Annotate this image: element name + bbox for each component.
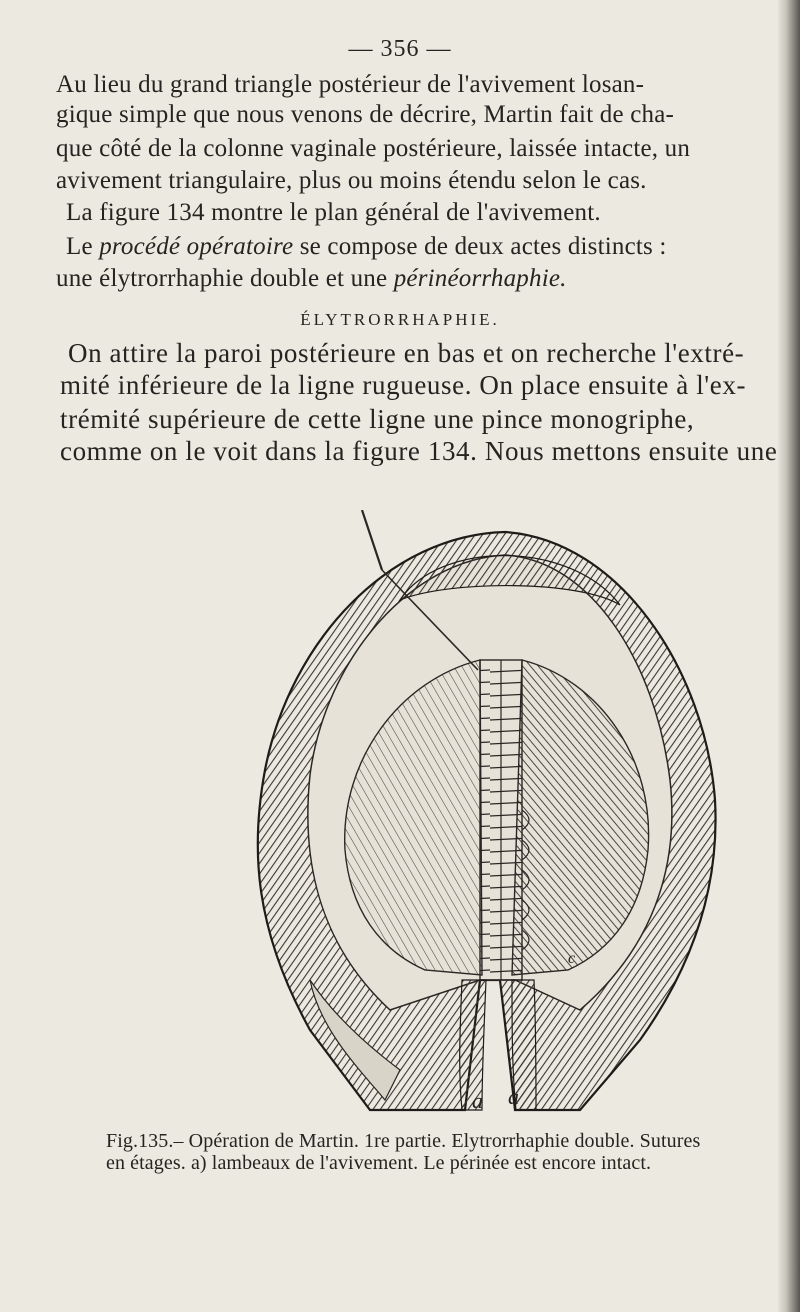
engraving-svg: [250, 510, 770, 1130]
paragraph-3-line-2-prefix: une élytrorrhaphie double et une: [56, 265, 394, 292]
paragraph-4-line-2: mité inférieure de la ligne rugueuse. On place ensuite à l'ex-: [60, 370, 747, 400]
figure-label-a-left: a: [472, 1088, 483, 1113]
paragraph-1-line-1: Au lieu du grand triangle postérieur de l'avivement losan-: [56, 71, 645, 98]
paragraph-3-prefix: Le: [66, 233, 100, 260]
paragraph-1-line-3: que côté de la colonne vaginale postérieure, laissée intacte, un: [56, 135, 691, 162]
paragraph-1-line-2: gique simple que nous venons de décrire, Martin fait de cha-: [56, 101, 675, 128]
paragraph-3-emphasis-2: périnéorrhaphie.: [393, 265, 567, 292]
figure-caption-line-2: en étages. a) lambeaux de l'avivement. Le périnée est encore intact.: [106, 1152, 652, 1174]
paragraph-3-line-1: [66, 232, 667, 262]
paragraph-2: La figure 134 montre le plan général de l'avivement.: [66, 199, 601, 226]
book-binding-edge: [778, 0, 800, 1312]
paragraph-4-line-1: On attire la paroi postérieure en bas et on recherche l'extré-: [68, 338, 745, 368]
page-number: — 356 —: [348, 36, 452, 62]
figure-illustration: [250, 510, 770, 1130]
paragraph-1-line-4: avivement triangulaire, plus ou moins étendu selon le cas.: [56, 167, 647, 194]
figure-label-a-right: a: [508, 1084, 519, 1109]
figure-caption-line-1: Fig.135.– Opération de Martin. 1re partie. Elytrorrhaphie double. Sutures: [106, 1130, 701, 1152]
paragraph-3-line-2: [56, 264, 567, 294]
forceps-handle: [362, 510, 382, 570]
figure-label-c: c: [568, 950, 576, 967]
paragraph-3-middle: se compose de deux actes distincts :: [293, 233, 667, 260]
paragraph-4-line-4: comme on le voit dans la figure 134. Nous mettons ensuite une: [60, 436, 778, 466]
section-heading: ÉLYTRORRHAPHIE.: [300, 310, 500, 329]
paragraph-3-emphasis-1: procédé opératoire: [99, 233, 294, 260]
paragraph-4-line-3: trémité supérieure de cette ligne une pince monogriphe,: [60, 404, 695, 434]
